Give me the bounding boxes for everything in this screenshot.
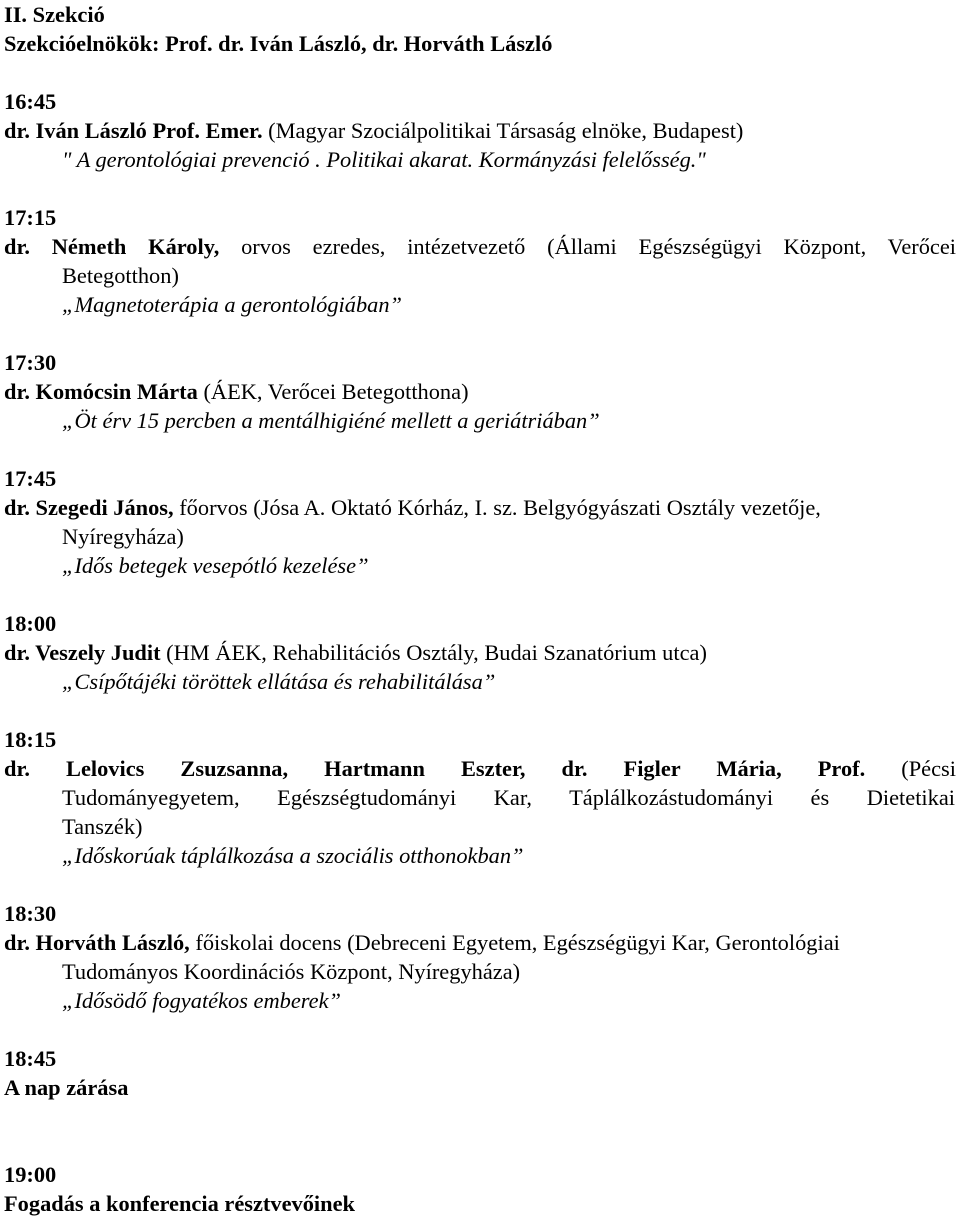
speaker-affiliation: (HM ÁEK, Rehabilitációs Osztály, Budai Szanatórium utca)	[160, 640, 707, 665]
speaker-affiliation: (ÁEK, Verőcei Betegotthona)	[197, 379, 469, 404]
talk-speaker-line	[4, 754, 956, 783]
talk-time: 17:15	[4, 205, 57, 230]
speaker-name: dr. Lelovics Zsuzsanna, Hartmann Eszter, dr. Figler Mária, Prof.	[4, 756, 866, 781]
speaker-affiliation-cont: Nyíregyháza)	[62, 524, 184, 549]
talk-time: 18:00	[4, 611, 57, 636]
talk-time: 16:45	[4, 89, 57, 114]
speaker-affiliation: (Pécsi	[865, 756, 956, 781]
talk-title: „Idősödő fogyatékos emberek”	[62, 988, 341, 1013]
talk-title: " A gerontológiai prevenció . Politikai akarat. Kormányzási felelősség."	[62, 147, 706, 172]
speaker-affiliation-cont: Betegotthon)	[62, 263, 179, 288]
talk-time: 18:30	[4, 901, 57, 926]
talk-speaker-line	[4, 493, 821, 522]
reception-label: Fogadás a konferencia résztvevőinek	[4, 1191, 355, 1216]
closing-label: A nap zárása	[4, 1075, 129, 1100]
talk-time: 17:45	[4, 466, 57, 491]
speaker-name: dr. Horváth László,	[4, 930, 190, 955]
talk-title: „Időskorúak táplálkozása a szociális otthonokban”	[62, 843, 524, 868]
talk-speaker-line	[4, 232, 956, 261]
closing-time: 18:45	[4, 1046, 57, 1071]
talk-title: „Öt érv 15 percben a mentálhigiéné mellett a geriátriában”	[62, 408, 600, 433]
talk-speaker-line	[4, 377, 469, 406]
section-title: II. Szekció	[4, 2, 105, 27]
talk-time: 17:30	[4, 350, 57, 375]
speaker-affiliation-cont: Tanszék)	[62, 814, 143, 839]
speaker-affiliation-cont: Tudományos Koordinációs Központ, Nyíregyháza)	[62, 959, 521, 984]
speaker-affiliation-cont: Tudományegyetem, Egészségtudományi Kar, Táplálkozástudományi és Dietetikai	[62, 785, 955, 810]
talk-time: 18:15	[4, 727, 57, 752]
speaker-affiliation: főiskolai docens (Debreceni Egyetem, Egészségügyi Kar, Gerontológiai	[189, 930, 840, 955]
speaker-name: dr. Németh Károly,	[4, 234, 220, 259]
speaker-affiliation: (Magyar Szociálpolitikai Társaság elnöke, Budapest)	[262, 118, 744, 143]
speaker-name: dr. Szegedi János,	[4, 495, 174, 520]
speaker-name: dr. Iván László Prof. Emer.	[4, 118, 263, 143]
section-chairs: Szekcióelnökök: Prof. dr. Iván László, dr. Horváth László	[4, 31, 553, 56]
talk-speaker-line	[4, 116, 743, 145]
speaker-name: dr. Veszely Judit	[4, 640, 161, 665]
talk-speaker-line	[4, 638, 707, 667]
speaker-name: dr. Komócsin Márta	[4, 379, 198, 404]
talk-title: „Csípőtájéki töröttek ellátása és rehabilitálása”	[62, 669, 496, 694]
talk-title: „Magnetoterápia a gerontológiában”	[62, 292, 403, 317]
speaker-affiliation: orvos ezredes, intézetvezető (Állami Egészségügyi Központ, Verőcei	[219, 234, 957, 259]
talk-speaker-line	[4, 928, 840, 957]
speaker-affiliation: főorvos (Jósa A. Oktató Kórház, I. sz. Belgyógyászati Osztály vezetője,	[173, 495, 821, 520]
reception-time: 19:00	[4, 1162, 57, 1187]
talk-title: „Idős betegek vesepótló kezelése”	[62, 553, 369, 578]
